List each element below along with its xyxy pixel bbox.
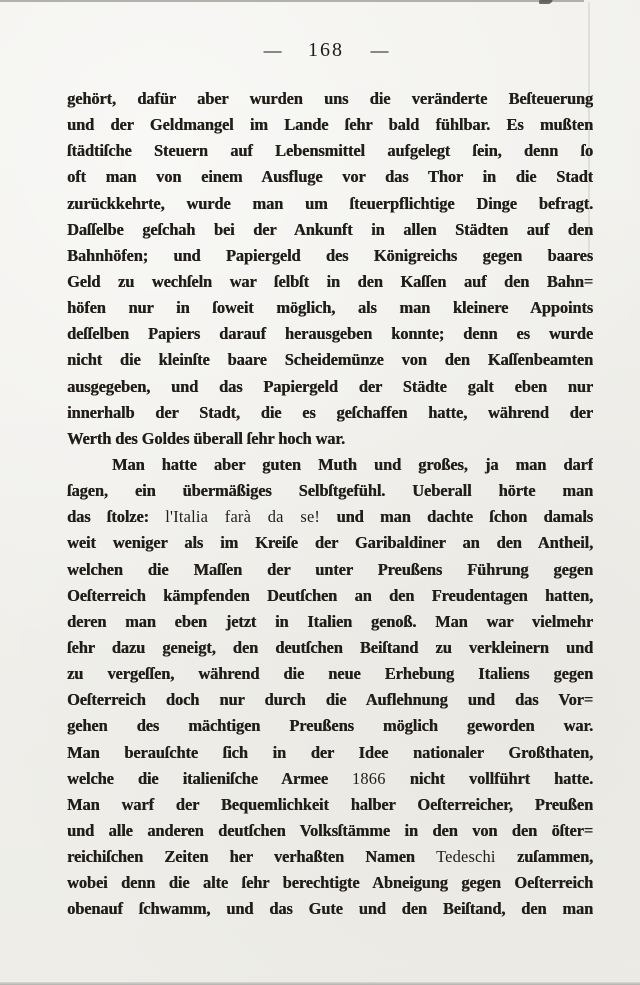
header-right-dash: — [370,37,389,62]
text-line [67,138,593,164]
text-line [67,766,593,792]
fraktur-text-segment: ſagen, ein übermäßiges Selbſtgefühl. Ueberall hörte man [67,481,593,501]
scan-edge-top [0,0,584,2]
fraktur-text-segment: nicht die kleinſte baare Scheidemünze von den Kaſſenbeamten [67,350,593,370]
text-line [67,321,593,347]
page-header [0,37,640,63]
fraktur-text-segment: welchen die Maſſen der unter Preußens Führung gegen [67,559,593,579]
text-line [67,347,593,373]
text-line [67,583,593,609]
text-line [67,609,593,635]
text-line [67,504,593,530]
fraktur-text-segment: ſtädtiſche Steuern auf Lebensmittel aufgelegt ſein, denn ſo [67,141,593,161]
text-line [67,870,593,896]
fraktur-text-segment: zurückkehrte, wurde man um ſteuerpflichtige Dinge befragt. [67,193,593,213]
fraktur-text-segment: Bahnhöfen; und Papiergeld des Königreichs gegen baares [67,245,593,265]
text-line [67,896,593,922]
fraktur-text-segment: und man dachte ſchon damals [320,507,593,527]
fraktur-text-segment: innerhalb der Stadt, die es geſchaffen hatte, während der [67,402,593,422]
fraktur-text-segment: ſehr dazu geneigt, den deutſchen Beiſtand zu verkleinern und [67,637,593,657]
fraktur-text-segment: weit weniger als im Kreiſe der Garibaldiner an den Antheil, [67,533,593,553]
text-line [67,86,593,112]
fraktur-text-segment: obenauf ſchwamm, und das Gute und den Beiſtand, den man [67,899,593,919]
fraktur-text-segment: gehört, dafür aber wurden uns die veränderte Beſteuerung [67,89,593,108]
text-line [67,217,593,243]
page-number: 168 [308,38,344,61]
fraktur-text-segment: höfen nur in ſoweit möglich, als man kleinere Appoints [67,298,593,318]
fraktur-text-segment: Man warf der Bequemlichkeit halber Oeſterreicher, Preußen [67,794,593,814]
text-line [67,243,593,269]
fraktur-text-segment: Geld zu wechſeln war ſelbſt in den Kaſſen auf den Bahn= [67,271,593,291]
text-line [67,818,593,844]
text-line [67,374,593,400]
fraktur-text-segment: gehen des mächtigen Preußens möglich geworden war. [67,716,593,736]
text-line [67,452,593,478]
fraktur-text-segment: nicht vollführt hatte. [385,768,593,788]
antiqua-text-segment: Tedeschi [436,847,496,867]
fraktur-text-segment: und alle anderen deutſchen Volksſtämme in den von den öſter= [67,820,593,840]
text-line [67,740,593,766]
text-line [67,426,593,452]
fraktur-text-segment: welche die italieniſche Armee [67,768,353,788]
fraktur-text-segment: deren man eben jetzt in Italien genoß. Man war vielmehr [67,611,593,631]
fraktur-text-segment: zu vergeſſen, während die neue Erhebung Italiens gegen [67,664,593,684]
fraktur-text-segment: Man berauſchte ſich in der Idee nationaler Großthaten, [67,742,593,762]
fraktur-text-segment: das ſtolze: [67,507,166,527]
text-line [67,269,593,295]
fraktur-text-segment: wobei denn die alte ſehr berechtigte Abneigung gegen Oeſterreich [67,873,593,893]
fraktur-text-segment: ausgegeben, und das Papiergeld der Städte galt eben nur [67,376,593,396]
text-line [67,687,593,713]
text-block [67,86,593,923]
fraktur-text-segment: reichiſchen Zeiten her verhaßten Namen [67,847,437,867]
text-line [67,191,593,217]
scan-corner-mark [538,0,552,4]
fraktur-text-segment: oft man von einem Ausfluge vor das Thor in die Stadt [67,167,593,187]
fraktur-text-segment: deſſelben Papiers darauf herausgeben konnte; denn es wurde [67,324,593,344]
text-line [67,400,593,426]
text-line [67,635,593,661]
fraktur-text-segment: und der Geldmangel im Lande ſehr bald fühlbar. Es mußten [67,115,593,135]
text-line [67,557,593,583]
fraktur-text-segment: Werth des Goldes überall ſehr hoch war. [67,428,345,448]
text-line [67,530,593,556]
fraktur-text-segment: Oeſterreich doch nur durch die Auflehnung und das Vor= [67,690,593,710]
fraktur-text-segment: Daſſelbe geſchah bei der Ankunft in allen Städten auf den [67,219,593,239]
text-line [67,661,593,687]
fraktur-text-segment: Man hatte aber guten Muth und großes, ja man darf [112,454,593,474]
text-line [67,295,593,321]
header-left-dash: — [263,37,282,62]
fraktur-text-segment: zuſammen, [495,847,593,867]
text-line [67,112,593,138]
antiqua-text-segment: 1866 [352,768,386,788]
text-line [67,713,593,739]
text-line [67,844,593,870]
antiqua-text-segment: l'Italia farà da se! [165,507,321,527]
text-line [67,478,593,504]
text-line [67,792,593,818]
fraktur-text-segment: Oeſterreich kämpfenden Deutſchen an den Freudentagen hatten, [67,585,593,605]
text-line [67,164,593,190]
